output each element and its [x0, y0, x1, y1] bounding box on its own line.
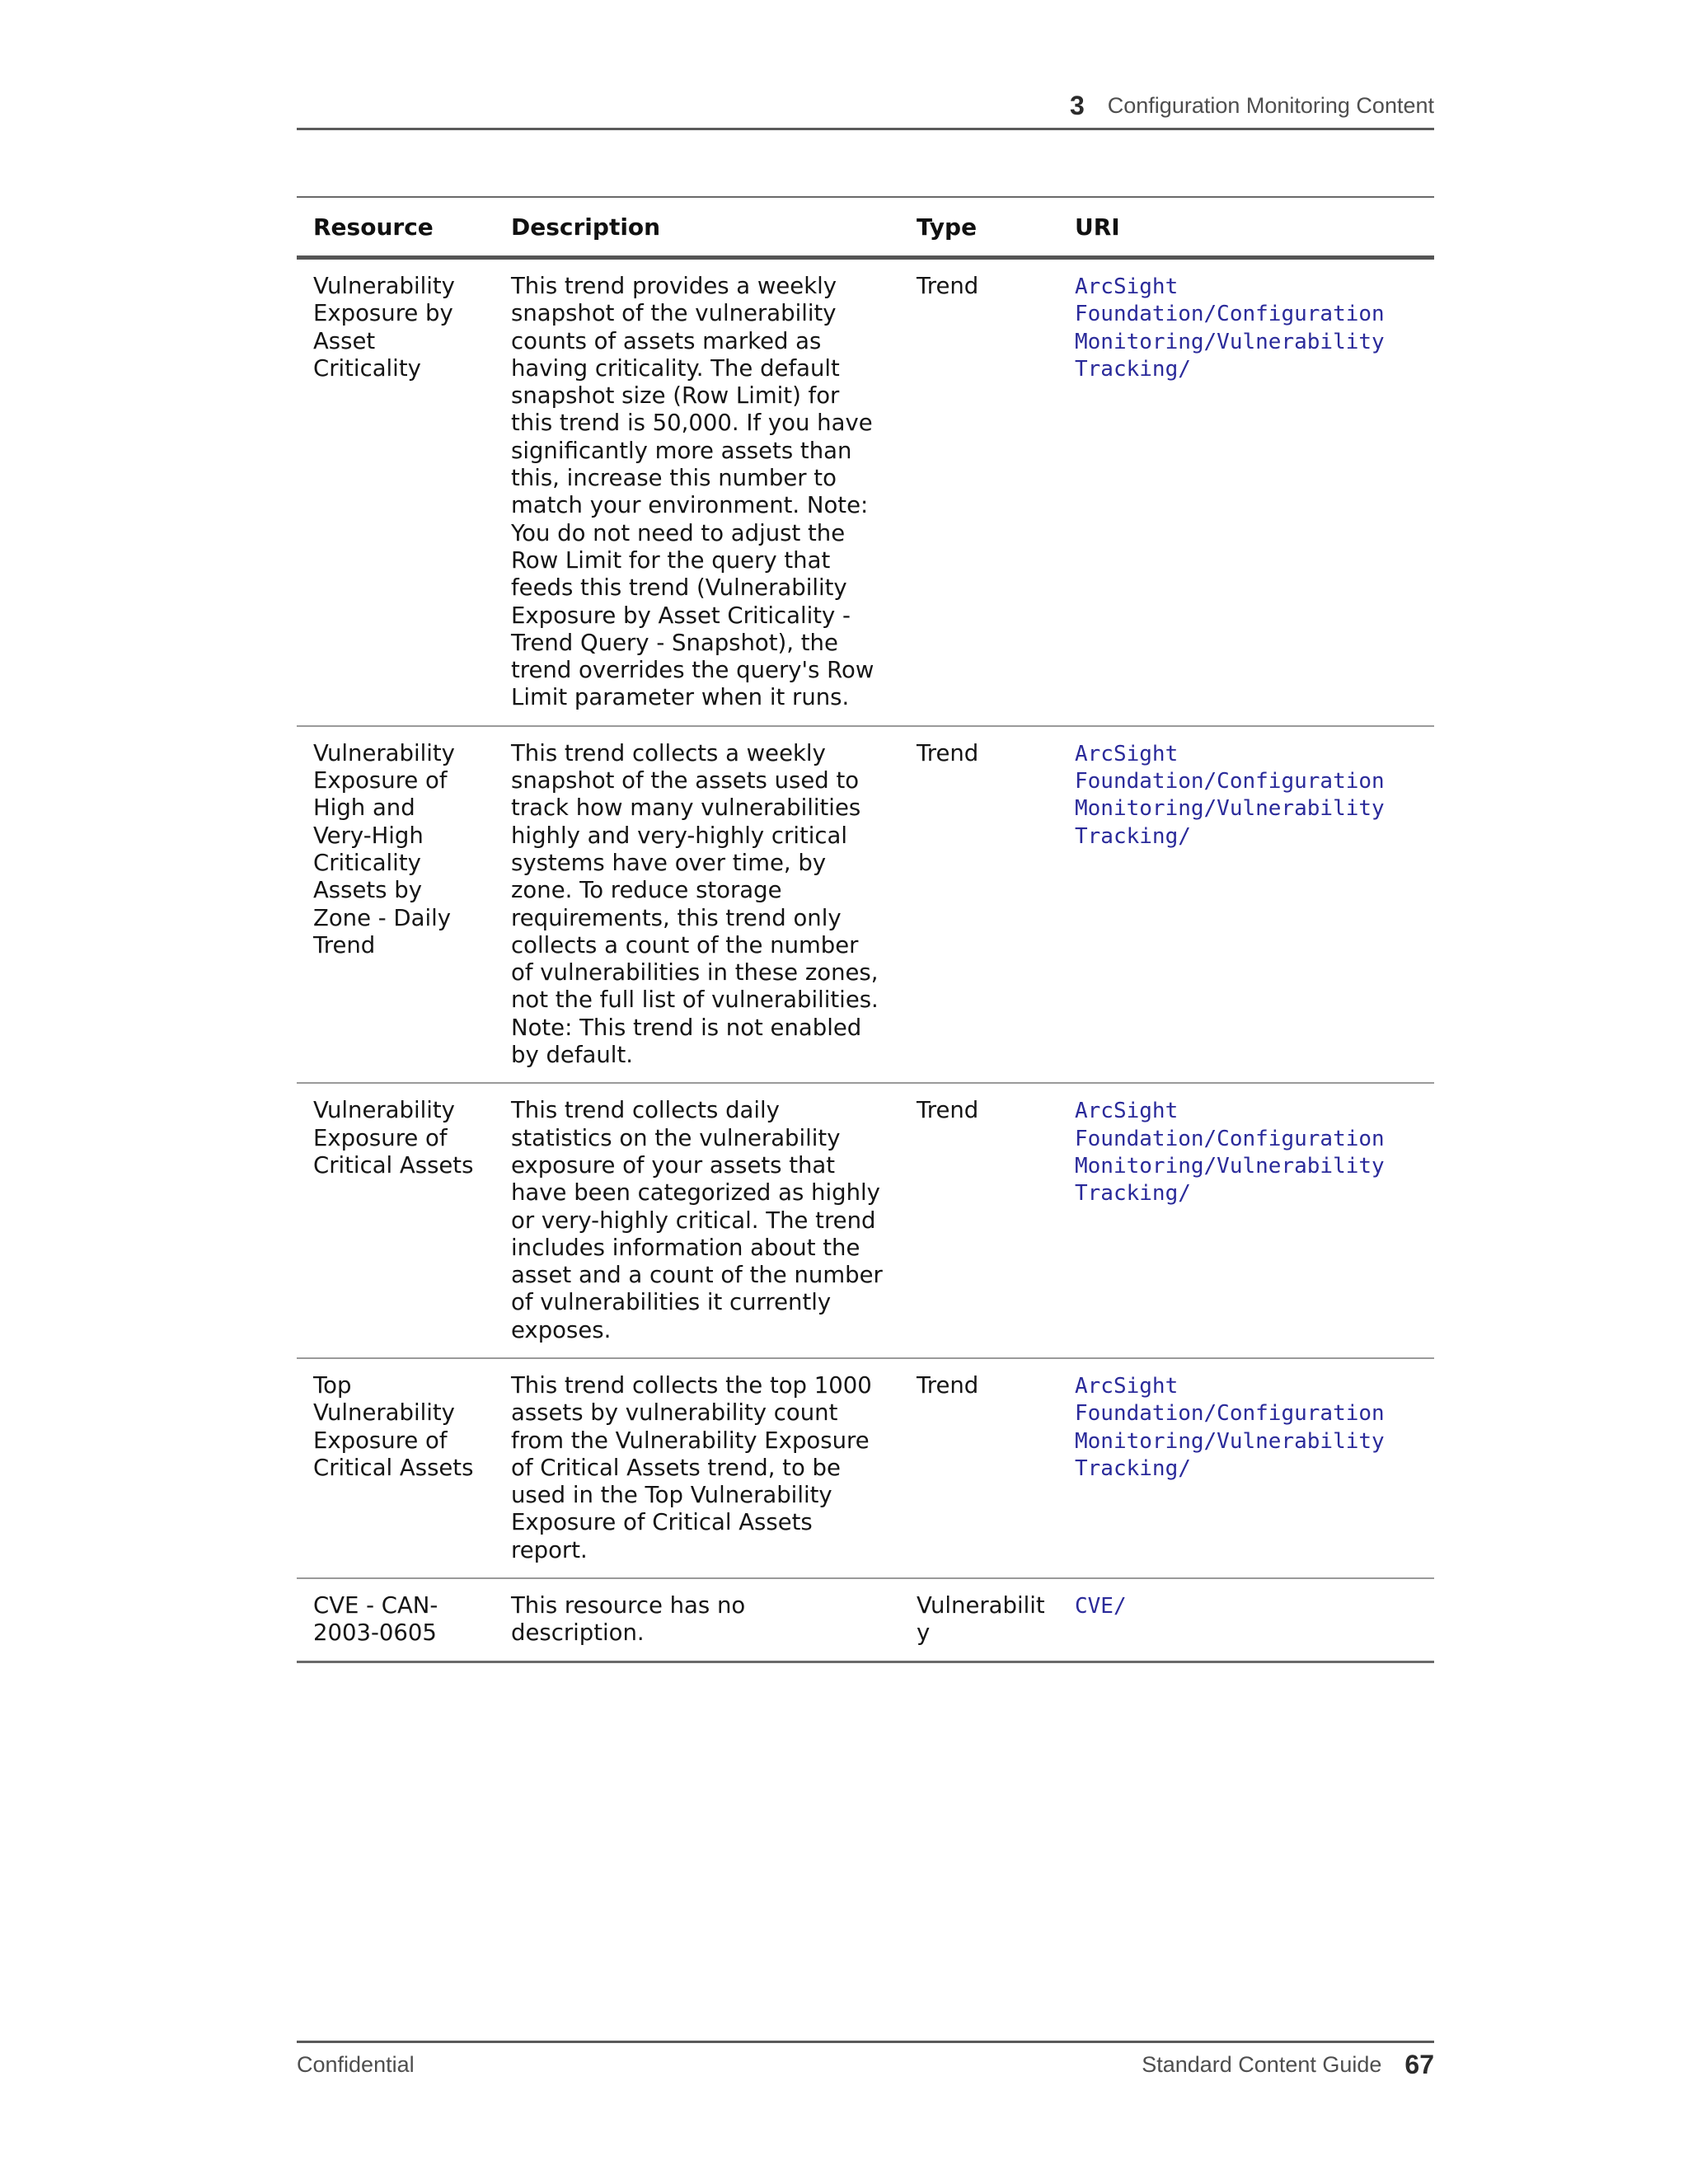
resource-name: Vulnerability Exposure of High and Very-High Criticality Assets by Zone - Daily Trend: [297, 726, 495, 1084]
resource-uri-cell: [1058, 726, 1434, 1084]
table-row: [297, 1578, 1434, 1661]
column-header-uri: URI: [1058, 197, 1434, 258]
resource-name: Vulnerability Exposure of Critical Assets: [297, 1083, 495, 1358]
table-header: [297, 197, 1434, 258]
table-row: [297, 1358, 1434, 1578]
guide-name: Standard Content Guide: [1142, 2052, 1382, 2077]
resource-description: This trend collects a weekly snapshot of the assets used to track how many vulnerabilities highly and very-highly critical systems have over time, by zone. To reduce storage requirements, this trend only collects a count of the number of vulnerabilities in these zones, not the full list of vulnerabilities. Note: This trend is not enabled by default.: [495, 726, 900, 1084]
chapter-number: 3: [1069, 91, 1085, 120]
confidential-label: Confidential: [297, 2052, 415, 2077]
resource-type: Trend: [900, 1358, 1058, 1578]
column-header-description: Description: [495, 197, 900, 258]
resource-uri-link[interactable]: ArcSight Foundation/Configuration Monitoring/Vulnerability Tracking/: [1075, 274, 1385, 382]
resource-table: [297, 196, 1434, 1663]
resource-type: Trend: [900, 726, 1058, 1084]
resource-name: Vulnerability Exposure by Asset Criticality: [297, 258, 495, 726]
table-row: [297, 726, 1434, 1084]
resource-uri-link[interactable]: CVE/: [1075, 1594, 1127, 1619]
resource-name: CVE - CAN-2003-0605: [297, 1578, 495, 1661]
resource-uri-link[interactable]: ArcSight Foundation/Configuration Monitoring/Vulnerability Tracking/: [1075, 1373, 1385, 1481]
chapter-title: Configuration Monitoring Content: [1107, 93, 1434, 118]
footer-right-group: [1142, 2050, 1434, 2080]
resource-uri-cell: [1058, 1358, 1434, 1578]
resource-name: Top Vulnerability Exposure of Critical Assets: [297, 1358, 495, 1578]
resource-description: This trend provides a weekly snapshot of the vulnerability counts of assets marked as having criticality. The default snapshot size (Row Limit) for this trend is 50,000. If you have significantly more assets than this, increase this number to match your environment. Note: You do not need to adjust the Row Limit for the query that feeds this trend (Vulnerability Exposure by Asset Criticality - Trend Query - Snapshot), the trend overrides the query's Row Limit parameter when it runs.: [495, 258, 900, 726]
running-header: [297, 89, 1434, 130]
table-row: [297, 1083, 1434, 1358]
resource-uri-cell: [1058, 1083, 1434, 1358]
running-footer: [297, 2041, 1434, 2080]
resource-type: Vulnerability: [900, 1578, 1058, 1661]
resource-description: This trend collects daily statistics on the vulnerability exposure of your assets that have been categorized as highly or very-highly critical. The trend includes information about the asset and a count of the number of vulnerabilities it currently exposes.: [495, 1083, 900, 1358]
column-header-resource: Resource: [297, 197, 495, 258]
column-header-type: Type: [900, 197, 1058, 258]
table-body: [297, 258, 1434, 1662]
page-number: 67: [1404, 2050, 1434, 2079]
resource-uri-cell: [1058, 258, 1434, 726]
resource-description: This trend collects the top 1000 assets by vulnerability count from the Vulnerability Exposure of Critical Assets trend, to be used in the Top Vulnerability Exposure of Critical Assets report.: [495, 1358, 900, 1578]
resource-uri-link[interactable]: ArcSight Foundation/Configuration Monitoring/Vulnerability Tracking/: [1075, 741, 1385, 849]
resource-type: Trend: [900, 258, 1058, 726]
resource-description: This resource has no description.: [495, 1578, 900, 1661]
table-row: [297, 258, 1434, 726]
resource-uri-cell: [1058, 1578, 1434, 1661]
resource-uri-link[interactable]: ArcSight Foundation/Configuration Monitoring/Vulnerability Tracking/: [1075, 1099, 1385, 1207]
resource-type: Trend: [900, 1083, 1058, 1358]
